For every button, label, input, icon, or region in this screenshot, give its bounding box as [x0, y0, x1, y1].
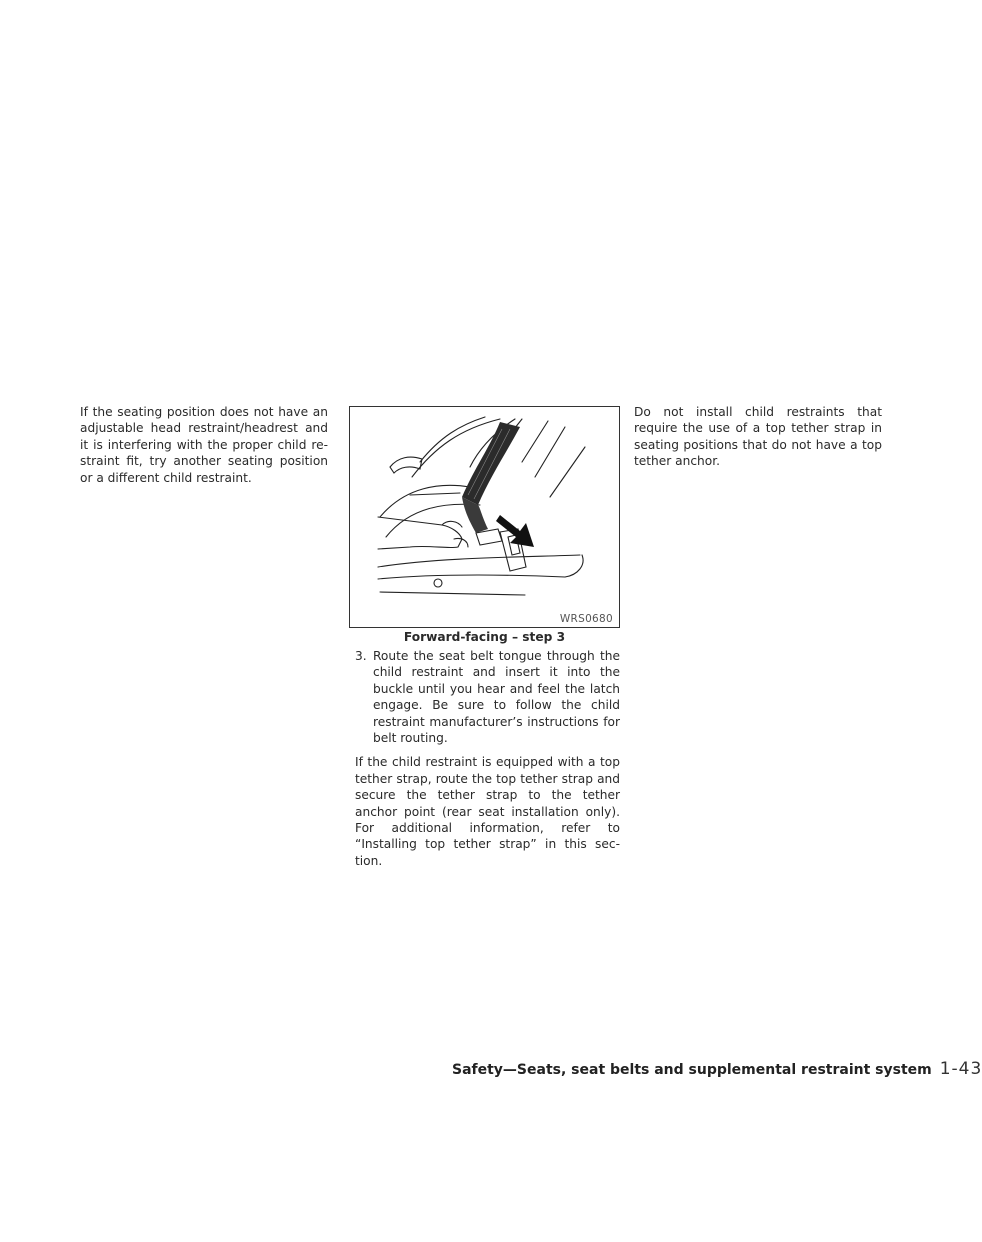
right-column-paragraph: Do not install child restraints that require the use of a top tether strap in seating positions that do not have a top tether anchor. — [634, 405, 882, 469]
footer-section-title: Safety—Seats, seat belts and supplemental restraint system — [452, 1062, 932, 1078]
step-text: Route the seat belt tongue through the child restraint and insert it into the buckle until you hear and feel the latch engage. Be sure to follow the child restraint manufacturer’s instructions for belt routing. — [373, 649, 620, 746]
step-followup-paragraph: If the child restraint is equipped with a top tether strap, route the top tether strap and secure the tether strap to the tether anchor point (rear seat installation only). For additional information, refer to “Installing top tether strap” in this sec-tion. — [355, 755, 620, 868]
step-3 — [355, 648, 620, 869]
seat-belt-illustration — [350, 407, 619, 627]
figure-caption: Forward-facing – step 3 — [403, 630, 566, 644]
page-footer — [452, 1059, 982, 1079]
child-restraint-figure — [349, 406, 620, 628]
left-column-paragraph: If the seating position does not have an adjustable head restraint/headrest and it is interfering with the proper child re-straint fit, try another seating position or a different child restraint. — [80, 405, 328, 485]
page-number: 1-43 — [939, 1059, 982, 1079]
step-number: 3. — [355, 649, 367, 663]
figure-code: WRS0680 — [559, 613, 613, 625]
